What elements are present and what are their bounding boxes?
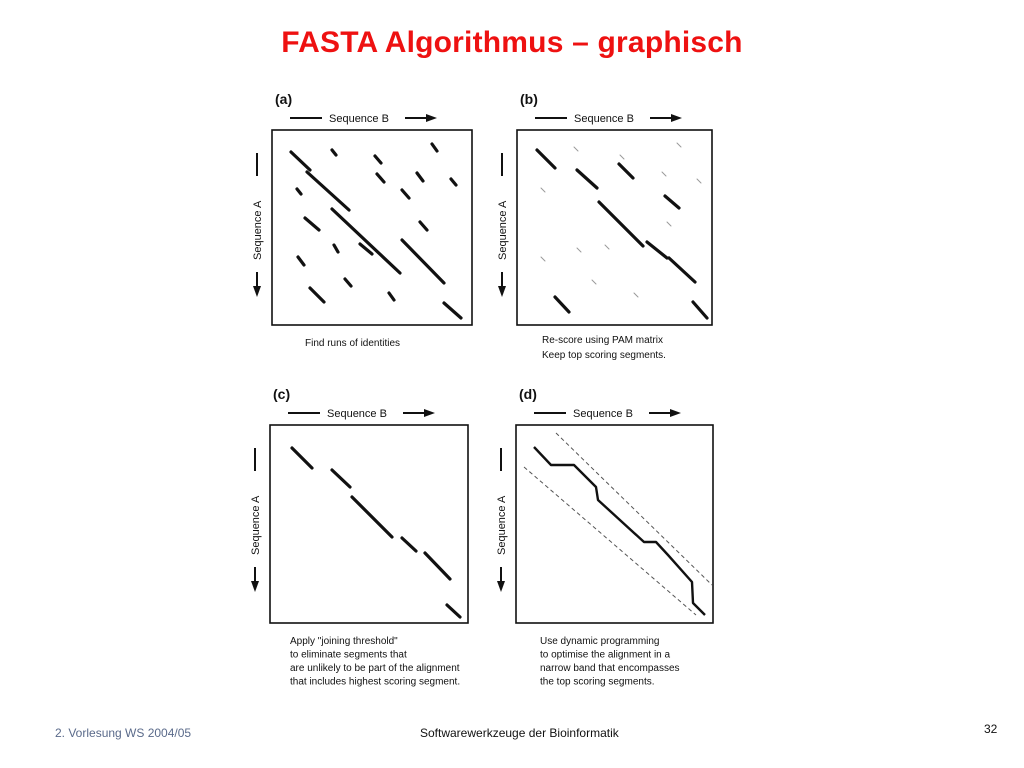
band-lower	[524, 467, 696, 615]
segment	[292, 448, 312, 468]
segment	[432, 144, 437, 151]
segment	[334, 245, 338, 252]
segment	[444, 303, 461, 318]
segment	[537, 150, 555, 168]
seq-b-label: Sequence B	[573, 408, 633, 420]
segment	[451, 179, 456, 185]
segment	[291, 152, 310, 170]
faint-segment	[662, 172, 666, 176]
panel-c-caption: Apply "joining threshold"	[290, 636, 398, 647]
dot-plot-frame	[272, 130, 472, 325]
segment	[577, 170, 597, 188]
panel-c-caption: are unlikely to be part of the alignment	[290, 663, 460, 674]
footer-course: Softwarewerkzeuge der Bioinformatik	[420, 726, 619, 740]
arrow-down-icon	[497, 581, 505, 592]
footer-lecture: 2. Vorlesung WS 2004/05	[55, 726, 192, 740]
slide-title: FASTA Algorithmus – graphisch	[281, 26, 743, 59]
panel-b-caption: Keep top scoring segments.	[542, 350, 666, 361]
panel-a-label: (a)	[275, 91, 293, 107]
faint-segment	[634, 293, 638, 297]
panel-a-caption: Find runs of identities	[305, 338, 401, 349]
segment	[665, 196, 679, 208]
segment	[377, 174, 384, 182]
segment	[402, 240, 444, 283]
panel-d	[496, 386, 713, 688]
segment	[619, 164, 633, 178]
panel-d-label: (d)	[519, 386, 537, 402]
panel-d-caption: narrow band that encompasses	[540, 663, 680, 674]
segment	[389, 293, 394, 300]
seq-a-label: Sequence A	[250, 495, 262, 555]
segment	[693, 302, 707, 318]
segment	[402, 538, 416, 551]
panel-c-caption: that includes highest scoring segment.	[290, 676, 461, 688]
faint-segment	[677, 143, 681, 147]
segment	[305, 218, 319, 230]
segment	[425, 553, 450, 579]
segment	[310, 288, 324, 302]
segment	[417, 173, 423, 181]
dot-plot-frame	[516, 425, 713, 623]
faint-segment	[620, 155, 624, 159]
panel-d-caption: the top scoring segments.	[540, 676, 655, 688]
faint-segment	[541, 188, 545, 192]
seq-a-label: Sequence A	[252, 200, 264, 260]
segment	[447, 605, 460, 617]
panel-b-label: (b)	[520, 91, 538, 107]
band-upper	[556, 433, 712, 585]
segment	[555, 297, 569, 312]
page-number: 32	[984, 722, 998, 736]
segment	[647, 242, 667, 258]
faint-segment	[697, 179, 701, 183]
arrow-down-icon	[251, 581, 259, 592]
seq-a-label: Sequence A	[496, 495, 508, 555]
segment	[375, 156, 381, 163]
panel-d-caption: to optimise the alignment in a	[540, 649, 671, 661]
arrow-down-icon	[498, 286, 506, 297]
panel-c	[250, 386, 468, 688]
panel-a	[252, 91, 472, 349]
arrow-right-icon	[671, 114, 682, 122]
panel-c-caption: to eliminate segments that	[290, 649, 407, 661]
seq-b-label: Sequence B	[574, 113, 634, 125]
faint-segment	[574, 147, 578, 151]
segment	[345, 279, 351, 286]
alignment-path	[534, 447, 705, 615]
panel-b-caption: Re-score using PAM matrix	[542, 335, 663, 346]
segment	[298, 257, 304, 265]
arrow-down-icon	[253, 286, 261, 297]
faint-segment	[541, 257, 545, 261]
panel-c-label: (c)	[273, 386, 291, 402]
segment	[352, 497, 392, 537]
segment	[297, 189, 301, 194]
segment	[307, 172, 349, 210]
faint-segment	[592, 280, 596, 284]
faint-segment	[667, 222, 671, 226]
arrow-right-icon	[424, 409, 435, 417]
segment	[402, 190, 409, 198]
segment	[669, 258, 695, 282]
faint-segment	[605, 245, 609, 249]
arrow-right-icon	[670, 409, 681, 417]
seq-a-label: Sequence A	[497, 200, 509, 260]
segment	[332, 150, 336, 155]
segment	[599, 202, 643, 246]
segment	[332, 209, 400, 273]
arrow-right-icon	[426, 114, 437, 122]
panel-b	[497, 91, 712, 361]
segment	[332, 470, 350, 487]
seq-b-label: Sequence B	[329, 113, 389, 125]
faint-segment	[577, 248, 581, 252]
panel-d-caption: Use dynamic programming	[540, 636, 660, 647]
seq-b-label: Sequence B	[327, 408, 387, 420]
segment	[420, 222, 427, 230]
